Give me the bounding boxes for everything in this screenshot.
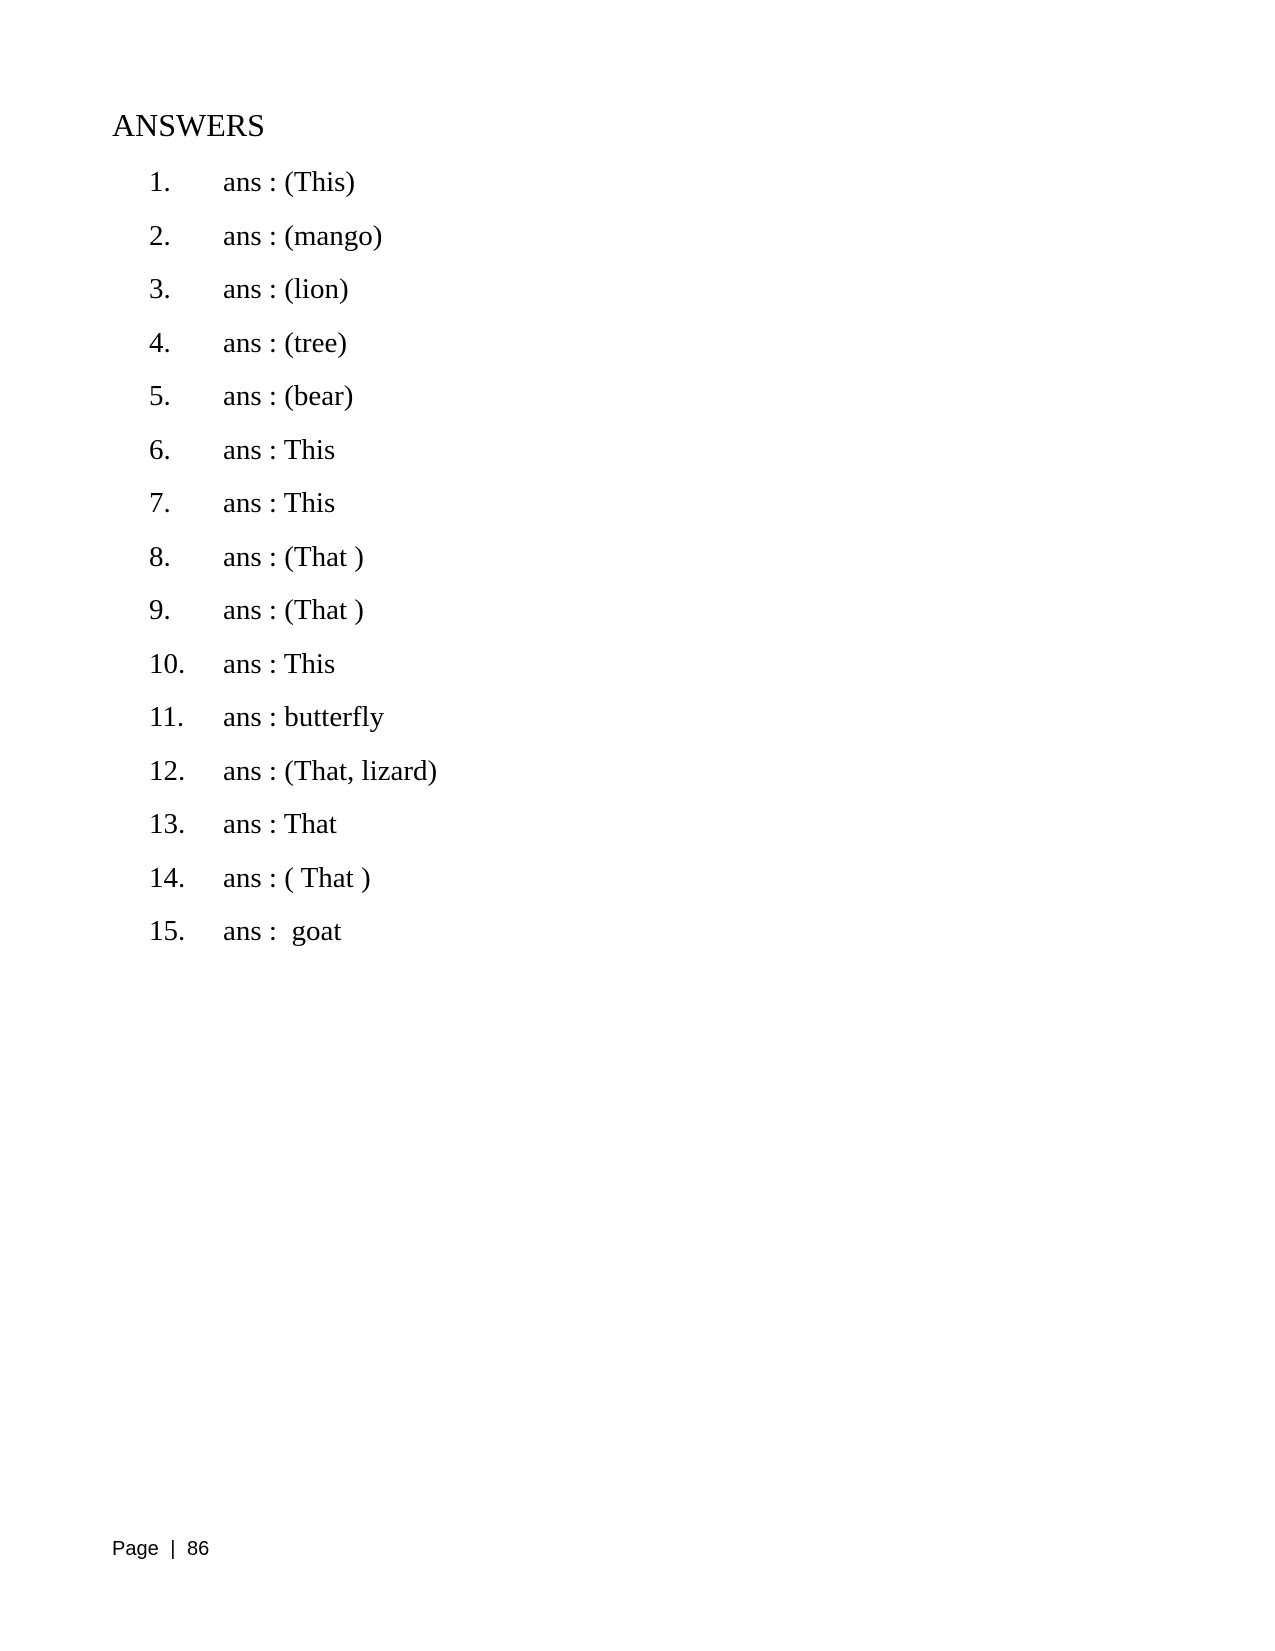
page-title: ANSWERS <box>112 107 265 143</box>
list-item <box>0 484 800 538</box>
answer-text: ans : (mango) <box>223 219 383 252</box>
answer-text: ans : (That ) <box>223 540 364 573</box>
answer-text: ans : (That ) <box>223 594 364 626</box>
answer-number: 1. <box>149 166 171 198</box>
answer-text: ans : That <box>223 808 337 840</box>
answer-number: 14. <box>149 861 186 894</box>
answer-number: 5. <box>149 380 171 412</box>
page-footer <box>112 1536 209 1562</box>
list-item <box>0 270 800 324</box>
list-item <box>0 805 800 859</box>
list-item <box>0 752 800 806</box>
list-item <box>0 645 800 699</box>
answer-number: 12. <box>149 754 186 787</box>
answer-number: 2. <box>149 219 171 252</box>
answer-text: ans : (bear) <box>223 380 354 412</box>
answer-text: ans : (tree) <box>223 326 347 359</box>
answer-number: 8. <box>149 540 171 573</box>
list-item <box>0 377 800 431</box>
answer-text: ans : This <box>223 647 336 680</box>
list-item <box>0 431 800 485</box>
list-item <box>0 324 800 378</box>
list-item <box>0 591 800 645</box>
answer-text: ans : This <box>223 487 336 519</box>
list-item <box>0 912 800 966</box>
answer-text: ans : ( That ) <box>223 861 371 894</box>
list-item <box>0 163 800 217</box>
answer-number: 11. <box>149 701 185 733</box>
answer-number: 6. <box>149 433 171 466</box>
list-item <box>0 859 800 913</box>
page-label: Page <box>112 1538 159 1560</box>
answer-list <box>0 163 800 966</box>
answer-text: ans : butterfly <box>223 701 385 733</box>
list-item <box>0 217 800 271</box>
answer-text: ans : This <box>223 433 336 466</box>
answer-number: 10. <box>149 647 186 680</box>
answer-number: 13. <box>149 808 186 840</box>
answer-number: 4. <box>149 326 171 359</box>
answer-text: ans : goat <box>223 915 342 947</box>
answer-number: 9. <box>149 594 171 626</box>
answer-number: 3. <box>149 273 171 305</box>
answer-text: ans : (lion) <box>223 273 349 305</box>
answer-number: 15. <box>149 915 186 947</box>
answer-text: ans : (This) <box>223 166 356 198</box>
answer-text: ans : (That, lizard) <box>223 754 438 787</box>
page-number: 86 <box>187 1538 210 1560</box>
answer-number: 7. <box>149 487 171 519</box>
list-item <box>0 698 800 752</box>
footer-separator: | <box>170 1538 176 1560</box>
list-item <box>0 538 800 592</box>
